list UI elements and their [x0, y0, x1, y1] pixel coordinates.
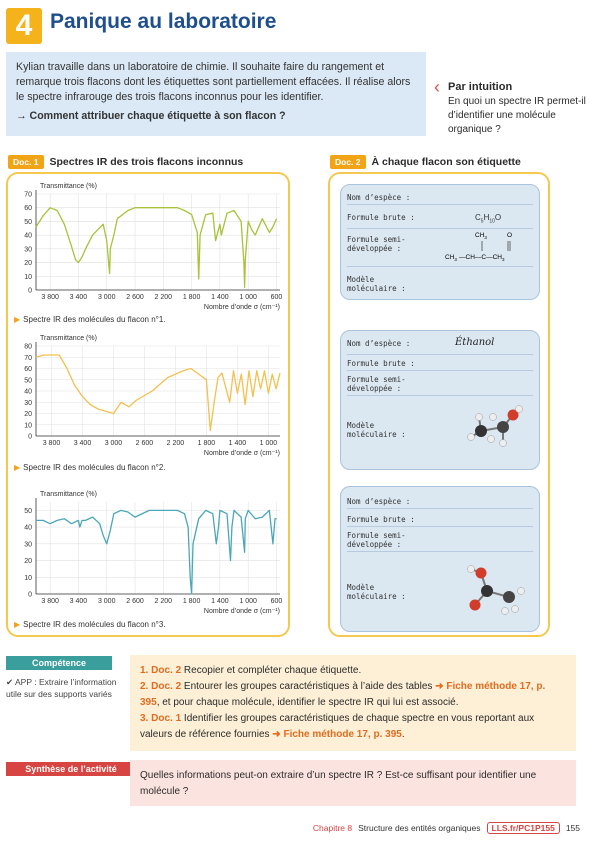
- y-tick-label: 10: [24, 273, 32, 281]
- y-tick-label: 20: [24, 558, 32, 566]
- y-tick-label: 50: [24, 507, 32, 515]
- x-tick-label: 3 400: [69, 294, 88, 301]
- semi-developed-formula-1: [445, 229, 543, 265]
- spectrum-line: [36, 355, 280, 430]
- x-tick-label: 2 200: [166, 440, 185, 447]
- caption-3-text: Spectre IR des molécules du flacon n°3.: [23, 620, 166, 629]
- x-tick-label: 3 400: [69, 598, 88, 605]
- intuition-text: En quoi un spectre IR permet-il d’identifier une molécule organique ?: [448, 96, 586, 135]
- caption-2-text: Spectre IR des molécules du flacon n°2.: [23, 463, 166, 472]
- x-axis-label: Nombre d’onde σ (cm⁻¹): [203, 450, 280, 457]
- label-card-2: [340, 330, 540, 470]
- x-tick-label: 2 600: [126, 598, 144, 605]
- intro-text: Kylian travaille dans un laboratoire de chimie. Il souhaite faire du rangement et remarque trois flacons dont les étiquettes sont partiellement effacées. Il réalise alors le spectre infrarouge des trois flacons inconnus pour les identifier.: [16, 61, 411, 103]
- page-number: 155: [565, 823, 580, 833]
- ir-spectrum-3: [12, 486, 288, 620]
- task-1: 1. Doc. 2 Recopier et compléter chaque étiquette.: [140, 665, 362, 676]
- x-tick-label: 2 600: [135, 440, 154, 447]
- y-tick-label: 20: [24, 260, 32, 268]
- x-tick-label: 2 600: [126, 294, 144, 301]
- method-link[interactable]: ➜ Fiche méthode 17, p. 395: [140, 681, 546, 708]
- doc2-label: [330, 155, 521, 169]
- intro-question: → Comment attribuer chaque étiquette à son flacon ?: [16, 110, 286, 122]
- x-tick-label: 1 800: [197, 440, 216, 447]
- svg-text:—CH—C—CH3: $—CH—C—CH_3$: [459, 254, 505, 262]
- activity-number: 4: [6, 8, 42, 44]
- chevron-left-icon: ‹: [434, 77, 440, 97]
- task-list: [130, 655, 576, 751]
- x-tick-label: 3 800: [41, 598, 59, 605]
- y-tick-label: 40: [24, 388, 32, 396]
- ir-spectrum-2: [12, 330, 288, 462]
- card1-modele: Modèle moléculaire :: [347, 275, 406, 293]
- intro-box: [6, 52, 426, 136]
- footer: [280, 822, 580, 834]
- method-link[interactable]: ➜ Fiche méthode 17, p. 395: [272, 729, 402, 740]
- bullet-icon: ▶: [14, 315, 21, 324]
- card1-semi: Formule semi- développée : $CH_3$ O $CH_3$ $—CH—C—CH_3$: [347, 235, 533, 267]
- x-tick-label: 2 200: [154, 598, 173, 605]
- y-tick-label: 60: [24, 205, 32, 213]
- y-tick-label: 30: [24, 541, 32, 549]
- x-tick-label: 3 000: [97, 294, 116, 301]
- x-tick-label: 3 000: [97, 598, 116, 605]
- y-tick-label: 40: [24, 524, 32, 532]
- bullet-icon: ▶: [14, 463, 21, 472]
- label-card-3: [340, 486, 540, 632]
- y-tick-label: 70: [24, 191, 32, 199]
- doc1-frame: [6, 172, 290, 637]
- task-2: 2. Doc. 2 Entourer les groupes caractéristiques à l’aide des tables ➜ Fiche méthode 17, p. 395, et pour chaque molécule, identifier le spectre IR qui lui est associé.: [140, 681, 546, 708]
- doc1-title: Spectres IR des trois flacons inconnus: [49, 156, 244, 168]
- x-tick-label: 1 400: [211, 294, 229, 301]
- footer-chapter: Chapitre 8: [312, 823, 353, 833]
- card1-brute: Formule brute : $C_5H_{10}O$: [347, 213, 533, 229]
- y-tick-label: 30: [24, 399, 32, 407]
- card1-nom: Nom d’espèce :: [347, 193, 533, 205]
- doc2-title: À chaque flacon son étiquette: [371, 156, 521, 168]
- ir-spectrum-1: [12, 178, 288, 316]
- molecule-model-acetic-acid: [459, 561, 535, 623]
- y-tick-label: 50: [24, 377, 32, 385]
- x-axis-label: Nombre d’onde σ (cm⁻¹): [203, 608, 280, 615]
- spectrum-line: [36, 208, 277, 288]
- doc2-tag: Doc. 2: [330, 155, 366, 169]
- x-tick-label: 1 000: [239, 294, 257, 301]
- synthese-text: Quelles informations peut-on extraire d’un spectre IR ? Est-ce suffisant pour identifier une molécule ?: [130, 760, 576, 806]
- doc1-tag: Doc. 1: [8, 155, 44, 169]
- bullet-icon: ▶: [14, 620, 21, 629]
- x-tick-label: 1 400: [211, 598, 229, 605]
- svg-text:CH3: $CH_3$: [475, 232, 487, 240]
- caption-1: [14, 315, 166, 324]
- y-tick-label: 10: [24, 422, 32, 430]
- x-tick-label: 3 400: [73, 440, 92, 447]
- task-3: 3. Doc. 1 Identifier les groupes caractéristiques de chaque spectre en vous reportant aux valeurs de référence fournies ➜ Fiche méthode 17, p. 395.: [140, 713, 535, 740]
- y-tick-label: 70: [24, 354, 32, 362]
- caption-1-text: Spectre IR des molécules du flacon n°1.: [23, 315, 166, 324]
- y-axis-label: Transmittance (%): [40, 183, 97, 190]
- intuition-title: Par intuition: [448, 81, 513, 93]
- y-tick-label: 10: [24, 574, 32, 582]
- x-tick-label: 3 800: [42, 440, 61, 447]
- card3-nom: Nom d’espèce :: [347, 497, 533, 509]
- y-tick-label: 60: [24, 366, 32, 373]
- y-axis-label: Transmittance (%): [40, 335, 97, 342]
- y-tick-label: 0: [28, 287, 32, 295]
- y-tick-label: 80: [24, 343, 32, 351]
- x-tick-label: 1 000: [259, 440, 278, 447]
- doc1-label: [8, 155, 243, 169]
- x-tick-label: 3 000: [104, 440, 123, 447]
- card2-modele: Modèle moléculaire :: [347, 421, 406, 439]
- competence-tag: Compétence: [6, 656, 112, 670]
- card3-brute: Formule brute :: [347, 515, 533, 527]
- y-tick-label: 50: [24, 218, 32, 226]
- label-card-1: [340, 184, 540, 300]
- footer-link[interactable]: LLS.fr/PC1P155: [487, 822, 560, 834]
- footer-section: Structure des entités organiques: [358, 823, 481, 833]
- card3-semi: Formule semi- développée :: [347, 531, 533, 552]
- x-tick-label: 1 800: [182, 598, 201, 605]
- molecule-model-ethanol: [461, 403, 531, 459]
- x-tick-label: 1 000: [239, 598, 257, 605]
- svg-text:O: O: [507, 232, 513, 239]
- page-title: Panique au laboratoire: [50, 10, 277, 33]
- y-tick-label: 20: [24, 411, 32, 418]
- y-tick-label: 30: [24, 246, 32, 254]
- card3-modele: Modèle moléculaire :: [347, 583, 406, 601]
- x-tick-label: 600: [270, 294, 283, 301]
- card2-semi: Formule semi- développée :: [347, 375, 533, 396]
- y-axis-label: Transmittance (%): [40, 491, 97, 498]
- competence-text: ✔ APP : Extraire l’information utile sur des supports variés: [6, 677, 117, 699]
- x-axis-label: Nombre d’onde σ (cm⁻¹): [203, 304, 280, 311]
- x-tick-label: 1 400: [228, 440, 247, 447]
- caption-3: [14, 620, 166, 629]
- x-tick-label: 600: [270, 598, 283, 605]
- svg-text:CH3: $CH_3$: [445, 254, 457, 262]
- caption-2: [14, 463, 166, 472]
- ethanol-handwritten: Éthanol: [455, 337, 495, 348]
- doc2-frame: [328, 172, 550, 637]
- x-tick-label: 3 800: [41, 294, 59, 301]
- y-tick-label: 40: [24, 232, 32, 240]
- spectrum-line: [36, 510, 277, 594]
- synthese-tag: Synthèse de l’activité: [6, 762, 136, 776]
- y-tick-label: 0: [28, 433, 32, 441]
- card2-nom: Nom d’espèce : Éthanol: [347, 339, 533, 355]
- x-tick-label: 1 800: [182, 294, 201, 301]
- x-tick-label: 2 200: [154, 294, 173, 301]
- y-tick-label: 0: [28, 591, 32, 599]
- card2-brute: Formule brute :: [347, 359, 533, 371]
- intuition-box: [434, 77, 588, 137]
